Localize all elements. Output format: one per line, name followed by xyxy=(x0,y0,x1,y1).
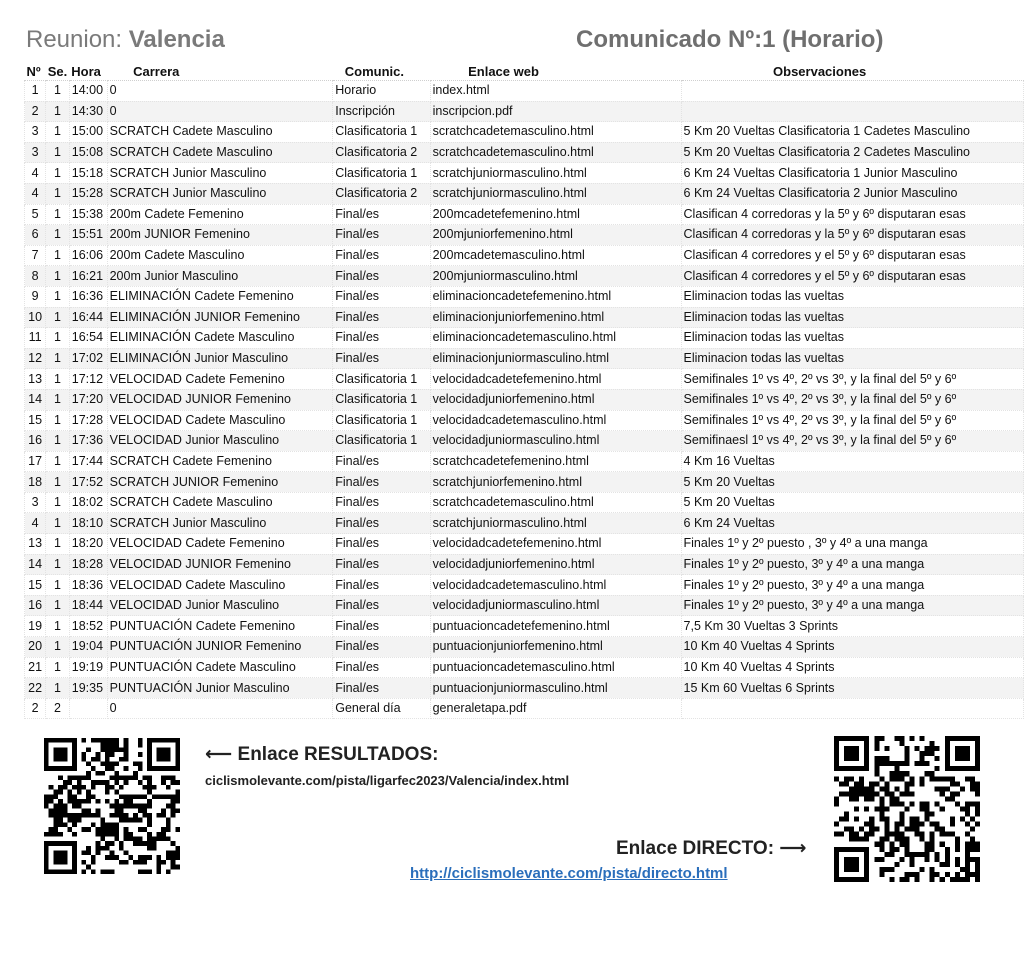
cell-num: 20 xyxy=(25,637,46,658)
cell-hora: 16:54 xyxy=(69,328,107,349)
cell-num: 2 xyxy=(25,698,46,719)
cell-num: 5 xyxy=(25,204,46,225)
cell-comunic: Final/es xyxy=(333,307,430,328)
cell-comunic: Final/es xyxy=(333,678,430,699)
cell-hora: 15:38 xyxy=(69,204,107,225)
cell-se: 1 xyxy=(46,513,70,534)
direct-link-url[interactable]: http://ciclismolevante.com/pista/directo.html xyxy=(410,865,728,882)
cell-hora: 15:00 xyxy=(69,122,107,143)
cell-carrera: VELOCIDAD JUNIOR Femenino xyxy=(107,389,333,410)
table-header-row xyxy=(25,62,1024,81)
table-row xyxy=(25,122,1024,143)
table-row xyxy=(25,328,1024,349)
cell-num: 18 xyxy=(25,472,46,493)
cell-comunic: Final/es xyxy=(333,451,430,472)
table-row xyxy=(25,183,1024,204)
cell-comunic: Final/es xyxy=(333,245,430,266)
cell-comunic: Horario xyxy=(333,81,430,102)
cell-enlace[interactable]: inscripcion.pdf xyxy=(430,101,681,122)
cell-enlace[interactable]: eliminacioncadetefemenino.html xyxy=(430,286,681,307)
cell-observaciones: Finales 1º y 2º puesto, 3º y 4º a una manga xyxy=(681,575,1023,596)
cell-comunic: Clasificatoria 1 xyxy=(333,431,430,452)
cell-hora: 16:44 xyxy=(69,307,107,328)
cell-enlace[interactable]: velocidadjuniorfemenino.html xyxy=(430,389,681,410)
cell-se: 1 xyxy=(46,595,70,616)
cell-enlace[interactable]: generaletapa.pdf xyxy=(430,698,681,719)
cell-carrera: SCRATCH Cadete Masculino xyxy=(107,492,333,513)
cell-observaciones: Clasifican 4 corredores y el 5º y 6º disputaran esas xyxy=(681,245,1023,266)
cell-se: 1 xyxy=(46,266,70,287)
cell-observaciones xyxy=(681,698,1023,719)
results-link-url[interactable]: ciclismolevante.com/pista/ligarfec2023/Valencia/index.html xyxy=(205,773,570,788)
table-row xyxy=(25,225,1024,246)
table-row xyxy=(25,348,1024,369)
cell-comunic: Final/es xyxy=(333,492,430,513)
table-row xyxy=(25,81,1024,102)
cell-se: 1 xyxy=(46,183,70,204)
cell-hora: 17:36 xyxy=(69,431,107,452)
cell-comunic: Final/es xyxy=(333,575,430,596)
cell-enlace[interactable]: puntuacionjuniormasculino.html xyxy=(430,678,681,699)
cell-se: 1 xyxy=(46,389,70,410)
cell-enlace[interactable]: velocidadjuniorfemenino.html xyxy=(430,554,681,575)
cell-observaciones: Semifinaesl 1º vs 4º, 2º vs 3º, y la final del 5º y 6º xyxy=(681,431,1023,452)
cell-carrera: 200m Cadete Masculino xyxy=(107,245,333,266)
cell-se: 1 xyxy=(46,81,70,102)
cell-comunic: Final/es xyxy=(333,266,430,287)
cell-enlace[interactable]: scratchcadetefemenino.html xyxy=(430,451,681,472)
cell-hora: 17:28 xyxy=(69,410,107,431)
cell-carrera: ELIMINACIÓN JUNIOR Femenino xyxy=(107,307,333,328)
cell-observaciones: Semifinales 1º vs 4º, 2º vs 3º, y la final del 5º y 6º xyxy=(681,410,1023,431)
table-row xyxy=(25,266,1024,287)
cell-num: 8 xyxy=(25,266,46,287)
cell-num: 3 xyxy=(25,492,46,513)
cell-enlace[interactable]: puntuacioncadetefemenino.html xyxy=(430,616,681,637)
reunion-label: Reunion: xyxy=(26,26,123,53)
cell-observaciones: Finales 1º y 2º puesto, 3º y 4º a una manga xyxy=(681,554,1023,575)
cell-hora: 15:18 xyxy=(69,163,107,184)
cell-se: 1 xyxy=(46,142,70,163)
cell-se: 1 xyxy=(46,492,70,513)
cell-num: 13 xyxy=(25,369,46,390)
cell-observaciones: 5 Km 20 Vueltas Clasificatoria 2 Cadetes Masculino xyxy=(681,142,1023,163)
cell-enlace[interactable]: scratchcadetemasculino.html xyxy=(430,142,681,163)
cell-hora: 18:10 xyxy=(69,513,107,534)
cell-comunic: Clasificatoria 1 xyxy=(333,410,430,431)
cell-se: 1 xyxy=(46,451,70,472)
cell-comunic: Final/es xyxy=(333,534,430,555)
cell-enlace[interactable]: scratchcadetemasculino.html xyxy=(430,122,681,143)
qr-code-direct-image xyxy=(834,736,980,882)
cell-se: 1 xyxy=(46,410,70,431)
table-row xyxy=(25,616,1024,637)
cell-enlace[interactable]: scratchjuniormasculino.html xyxy=(430,513,681,534)
cell-num: 14 xyxy=(25,554,46,575)
cell-enlace[interactable]: velocidadcadetefemenino.html xyxy=(430,369,681,390)
cell-carrera: PUNTUACIÓN Cadete Masculino xyxy=(107,657,333,678)
cell-enlace[interactable]: puntuacioncadetemasculino.html xyxy=(430,657,681,678)
comunicado-title: Comunicado Nº:1 (Horario) xyxy=(576,26,884,53)
cell-se: 1 xyxy=(46,534,70,555)
cell-enlace[interactable]: puntuacionjuniorfemenino.html xyxy=(430,637,681,658)
cell-se: 2 xyxy=(46,698,70,719)
qr-code-results-image xyxy=(44,738,180,874)
cell-observaciones: 5 Km 20 Vueltas xyxy=(681,472,1023,493)
cell-carrera: VELOCIDAD Junior Masculino xyxy=(107,595,333,616)
cell-observaciones: Clasifican 4 corredoras y la 5º y 6º disputaran esas xyxy=(681,225,1023,246)
cell-observaciones: 10 Km 40 Vueltas 4 Sprints xyxy=(681,657,1023,678)
cell-num: 4 xyxy=(25,183,46,204)
cell-se: 1 xyxy=(46,163,70,184)
cell-enlace[interactable]: velocidadcadetefemenino.html xyxy=(430,534,681,555)
cell-hora: 18:28 xyxy=(69,554,107,575)
direct-link-label: Enlace DIRECTO: ⟶ xyxy=(616,838,807,859)
cell-num: 13 xyxy=(25,534,46,555)
cell-hora: 18:02 xyxy=(69,492,107,513)
cell-enlace[interactable]: eliminacioncadetemasculino.html xyxy=(430,328,681,349)
cell-num: 6 xyxy=(25,225,46,246)
cell-enlace[interactable]: velocidadcadetemasculino.html xyxy=(430,575,681,596)
cell-enlace[interactable]: velocidadcadetemasculino.html xyxy=(430,410,681,431)
cell-se: 1 xyxy=(46,204,70,225)
cell-observaciones: 6 Km 24 Vueltas Clasificatoria 2 Junior Masculino xyxy=(681,183,1023,204)
cell-carrera: ELIMINACIÓN Junior Masculino xyxy=(107,348,333,369)
cell-num: 12 xyxy=(25,348,46,369)
cell-se: 1 xyxy=(46,245,70,266)
table-row xyxy=(25,369,1024,390)
cell-carrera: ELIMINACIÓN Cadete Femenino xyxy=(107,286,333,307)
table-row xyxy=(25,204,1024,225)
cell-enlace[interactable]: 200mjuniorfemenino.html xyxy=(430,225,681,246)
cell-enlace[interactable]: velocidadjuniormasculino.html xyxy=(430,431,681,452)
schedule-body xyxy=(25,81,1024,719)
cell-hora: 18:52 xyxy=(69,616,107,637)
cell-carrera: 0 xyxy=(107,101,333,122)
cell-num: 22 xyxy=(25,678,46,699)
table-row xyxy=(25,678,1024,699)
cell-comunic: Final/es xyxy=(333,348,430,369)
cell-se: 1 xyxy=(46,678,70,699)
cell-observaciones: 10 Km 40 Vueltas 4 Sprints xyxy=(681,637,1023,658)
cell-observaciones: Eliminacion todas las vueltas xyxy=(681,348,1023,369)
cell-observaciones: Eliminacion todas las vueltas xyxy=(681,328,1023,349)
cell-carrera: 200m Junior Masculino xyxy=(107,266,333,287)
table-row xyxy=(25,513,1024,534)
cell-carrera: SCRATCH JUNIOR Femenino xyxy=(107,472,333,493)
cell-carrera: 0 xyxy=(107,698,333,719)
cell-se: 1 xyxy=(46,225,70,246)
cell-hora: 15:51 xyxy=(69,225,107,246)
cell-observaciones: Semifinales 1º vs 4º, 2º vs 3º, y la final del 5º y 6º xyxy=(681,389,1023,410)
cell-se: 1 xyxy=(46,616,70,637)
table-row xyxy=(25,307,1024,328)
cell-observaciones: Semifinales 1º vs 4º, 2º vs 3º, y la final del 5º y 6º xyxy=(681,369,1023,390)
cell-se: 1 xyxy=(46,431,70,452)
cell-carrera: 0 xyxy=(107,81,333,102)
table-row xyxy=(25,101,1024,122)
cell-num: 17 xyxy=(25,451,46,472)
table-row xyxy=(25,575,1024,596)
table-row xyxy=(25,637,1024,658)
cell-observaciones: Finales 1º y 2º puesto , 3º y 4º a una manga xyxy=(681,534,1023,555)
cell-hora: 16:36 xyxy=(69,286,107,307)
col-header-observaciones: Observaciones xyxy=(681,62,1023,81)
cell-num: 10 xyxy=(25,307,46,328)
cell-comunic: Clasificatoria 2 xyxy=(333,142,430,163)
cell-hora: 19:19 xyxy=(69,657,107,678)
cell-num: 3 xyxy=(25,122,46,143)
table-row xyxy=(25,554,1024,575)
cell-se: 1 xyxy=(46,307,70,328)
cell-observaciones: 5 Km 20 Vueltas Clasificatoria 1 Cadetes Masculino xyxy=(681,122,1023,143)
cell-comunic: Final/es xyxy=(333,328,430,349)
cell-se: 1 xyxy=(46,472,70,493)
cell-carrera: VELOCIDAD Cadete Femenino xyxy=(107,369,333,390)
cell-hora: 18:44 xyxy=(69,595,107,616)
table-row xyxy=(25,534,1024,555)
cell-se: 1 xyxy=(46,122,70,143)
col-header-enlace: Enlace web xyxy=(430,62,681,81)
cell-observaciones: Eliminacion todas las vueltas xyxy=(681,286,1023,307)
cell-se: 1 xyxy=(46,286,70,307)
cell-observaciones: 6 Km 24 Vueltas Clasificatoria 1 Junior Masculino xyxy=(681,163,1023,184)
cell-carrera: PUNTUACIÓN Cadete Femenino xyxy=(107,616,333,637)
cell-comunic: Clasificatoria 1 xyxy=(333,163,430,184)
cell-num: 21 xyxy=(25,657,46,678)
cell-hora: 14:30 xyxy=(69,101,107,122)
cell-observaciones: 7,5 Km 30 Vueltas 3 Sprints xyxy=(681,616,1023,637)
cell-comunic: Final/es xyxy=(333,595,430,616)
table-row xyxy=(25,698,1024,719)
table-row xyxy=(25,142,1024,163)
cell-comunic: Final/es xyxy=(333,204,430,225)
cell-hora: 19:35 xyxy=(69,678,107,699)
cell-hora: 18:20 xyxy=(69,534,107,555)
cell-enlace[interactable]: scratchjuniormasculino.html xyxy=(430,163,681,184)
cell-carrera: 200m JUNIOR Femenino xyxy=(107,225,333,246)
table-row xyxy=(25,451,1024,472)
table-row xyxy=(25,163,1024,184)
cell-carrera: SCRATCH Cadete Femenino xyxy=(107,451,333,472)
table-row xyxy=(25,389,1024,410)
cell-carrera: SCRATCH Junior Masculino xyxy=(107,513,333,534)
col-header-se: Se. xyxy=(47,63,68,79)
cell-comunic: Final/es xyxy=(333,554,430,575)
cell-carrera: SCRATCH Junior Masculino xyxy=(107,163,333,184)
cell-observaciones xyxy=(681,101,1023,122)
table-row xyxy=(25,410,1024,431)
cell-enlace[interactable]: scratchjuniormasculino.html xyxy=(430,183,681,204)
cell-se: 1 xyxy=(46,657,70,678)
qr-code-direct[interactable] xyxy=(834,736,980,882)
cell-se: 1 xyxy=(46,101,70,122)
cell-enlace[interactable]: eliminacionjuniorfemenino.html xyxy=(430,307,681,328)
table-row xyxy=(25,595,1024,616)
cell-comunic: Clasificatoria 1 xyxy=(333,122,430,143)
cell-hora: 17:12 xyxy=(69,369,107,390)
cell-carrera: SCRATCH Junior Masculino xyxy=(107,183,333,204)
cell-se: 1 xyxy=(46,348,70,369)
cell-comunic: Final/es xyxy=(333,657,430,678)
cell-observaciones: Clasifican 4 corredores y el 5º y 6º disputaran esas xyxy=(681,266,1023,287)
cell-hora: 15:08 xyxy=(69,142,107,163)
col-header-comunic: Comunic. xyxy=(333,62,430,81)
cell-observaciones: 6 Km 24 Vueltas xyxy=(681,513,1023,534)
table-row xyxy=(25,286,1024,307)
table-row xyxy=(25,657,1024,678)
reunion-place: Valencia xyxy=(128,26,225,53)
cell-se: 1 xyxy=(46,328,70,349)
cell-enlace[interactable]: 200mcadetefemenino.html xyxy=(430,204,681,225)
cell-carrera: VELOCIDAD JUNIOR Femenino xyxy=(107,554,333,575)
cell-enlace[interactable]: scratchcadetemasculino.html xyxy=(430,492,681,513)
cell-num: 3 xyxy=(25,142,46,163)
col-header-carrera: Carrera xyxy=(107,62,333,81)
cell-carrera: VELOCIDAD Cadete Masculino xyxy=(107,410,333,431)
table-row xyxy=(25,431,1024,452)
cell-comunic: Final/es xyxy=(333,286,430,307)
cell-num: 2 xyxy=(25,101,46,122)
cell-num: 14 xyxy=(25,389,46,410)
cell-observaciones: Clasifican 4 corredoras y la 5º y 6º disputaran esas xyxy=(681,204,1023,225)
cell-carrera: 200m Cadete Femenino xyxy=(107,204,333,225)
cell-carrera: VELOCIDAD Cadete Femenino xyxy=(107,534,333,555)
cell-se: 1 xyxy=(46,637,70,658)
cell-hora: 17:52 xyxy=(69,472,107,493)
cell-num: 4 xyxy=(25,513,46,534)
cell-num: 16 xyxy=(25,595,46,616)
cell-num: 19 xyxy=(25,616,46,637)
cell-enlace[interactable]: eliminacionjuniormasculino.html xyxy=(430,348,681,369)
cell-num: 9 xyxy=(25,286,46,307)
cell-num: 15 xyxy=(25,575,46,596)
table-row xyxy=(25,472,1024,493)
cell-comunic: Final/es xyxy=(333,616,430,637)
cell-carrera: SCRATCH Cadete Masculino xyxy=(107,142,333,163)
cell-comunic: Final/es xyxy=(333,637,430,658)
cell-carrera: PUNTUACIÓN JUNIOR Femenino xyxy=(107,637,333,658)
table-row xyxy=(25,245,1024,266)
cell-observaciones: Eliminacion todas las vueltas xyxy=(681,307,1023,328)
cell-carrera: ELIMINACIÓN Cadete Masculino xyxy=(107,328,333,349)
cell-hora: 17:20 xyxy=(69,389,107,410)
cell-num: 7 xyxy=(25,245,46,266)
cell-carrera: VELOCIDAD Cadete Masculino xyxy=(107,575,333,596)
col-header-hora: Hora xyxy=(69,62,107,81)
cell-comunic: Final/es xyxy=(333,472,430,493)
cell-hora: 18:36 xyxy=(69,575,107,596)
cell-enlace[interactable]: scratchjuniorfemenino.html xyxy=(430,472,681,493)
cell-hora: 15:28 xyxy=(69,183,107,204)
cell-hora: 16:06 xyxy=(69,245,107,266)
cell-hora xyxy=(69,698,107,719)
cell-enlace[interactable]: 200mjuniormasculino.html xyxy=(430,266,681,287)
cell-carrera: VELOCIDAD Junior Masculino xyxy=(107,431,333,452)
cell-hora: 16:21 xyxy=(69,266,107,287)
cell-num: 11 xyxy=(25,328,46,349)
cell-hora: 17:02 xyxy=(69,348,107,369)
cell-comunic: General día xyxy=(333,698,430,719)
cell-enlace[interactable]: velocidadjuniormasculino.html xyxy=(430,595,681,616)
cell-hora: 14:00 xyxy=(69,81,107,102)
reunion-title xyxy=(26,26,225,54)
cell-hora: 17:44 xyxy=(69,451,107,472)
cell-se: 1 xyxy=(46,369,70,390)
cell-comunic: Clasificatoria 2 xyxy=(333,183,430,204)
schedule-table xyxy=(24,62,1024,719)
cell-comunic: Clasificatoria 1 xyxy=(333,389,430,410)
cell-enlace[interactable]: index.html xyxy=(430,81,681,102)
cell-observaciones xyxy=(681,81,1023,102)
cell-carrera: SCRATCH Cadete Masculino xyxy=(107,122,333,143)
cell-hora: 19:04 xyxy=(69,637,107,658)
cell-num: 15 xyxy=(25,410,46,431)
cell-num: 4 xyxy=(25,163,46,184)
qr-code-results[interactable] xyxy=(44,738,180,874)
cell-num: 16 xyxy=(25,431,46,452)
cell-se: 1 xyxy=(46,554,70,575)
results-link-label: ⟵ Enlace RESULTADOS: xyxy=(205,744,439,765)
cell-se: 1 xyxy=(46,575,70,596)
cell-observaciones: Finales 1º y 2º puesto, 3º y 4º a una manga xyxy=(681,595,1023,616)
cell-enlace[interactable]: 200mcadetemasculino.html xyxy=(430,245,681,266)
cell-comunic: Final/es xyxy=(333,225,430,246)
cell-observaciones: 15 Km 60 Vueltas 6 Sprints xyxy=(681,678,1023,699)
cell-observaciones: 5 Km 20 Vueltas xyxy=(681,492,1023,513)
cell-carrera: PUNTUACIÓN Junior Masculino xyxy=(107,678,333,699)
cell-comunic: Final/es xyxy=(333,513,430,534)
cell-comunic: Inscripción xyxy=(333,101,430,122)
cell-num: 1 xyxy=(25,81,46,102)
col-header-num: Nº xyxy=(25,62,46,81)
cell-observaciones: 4 Km 16 Vueltas xyxy=(681,451,1023,472)
table-row xyxy=(25,492,1024,513)
cell-comunic: Clasificatoria 1 xyxy=(333,369,430,390)
